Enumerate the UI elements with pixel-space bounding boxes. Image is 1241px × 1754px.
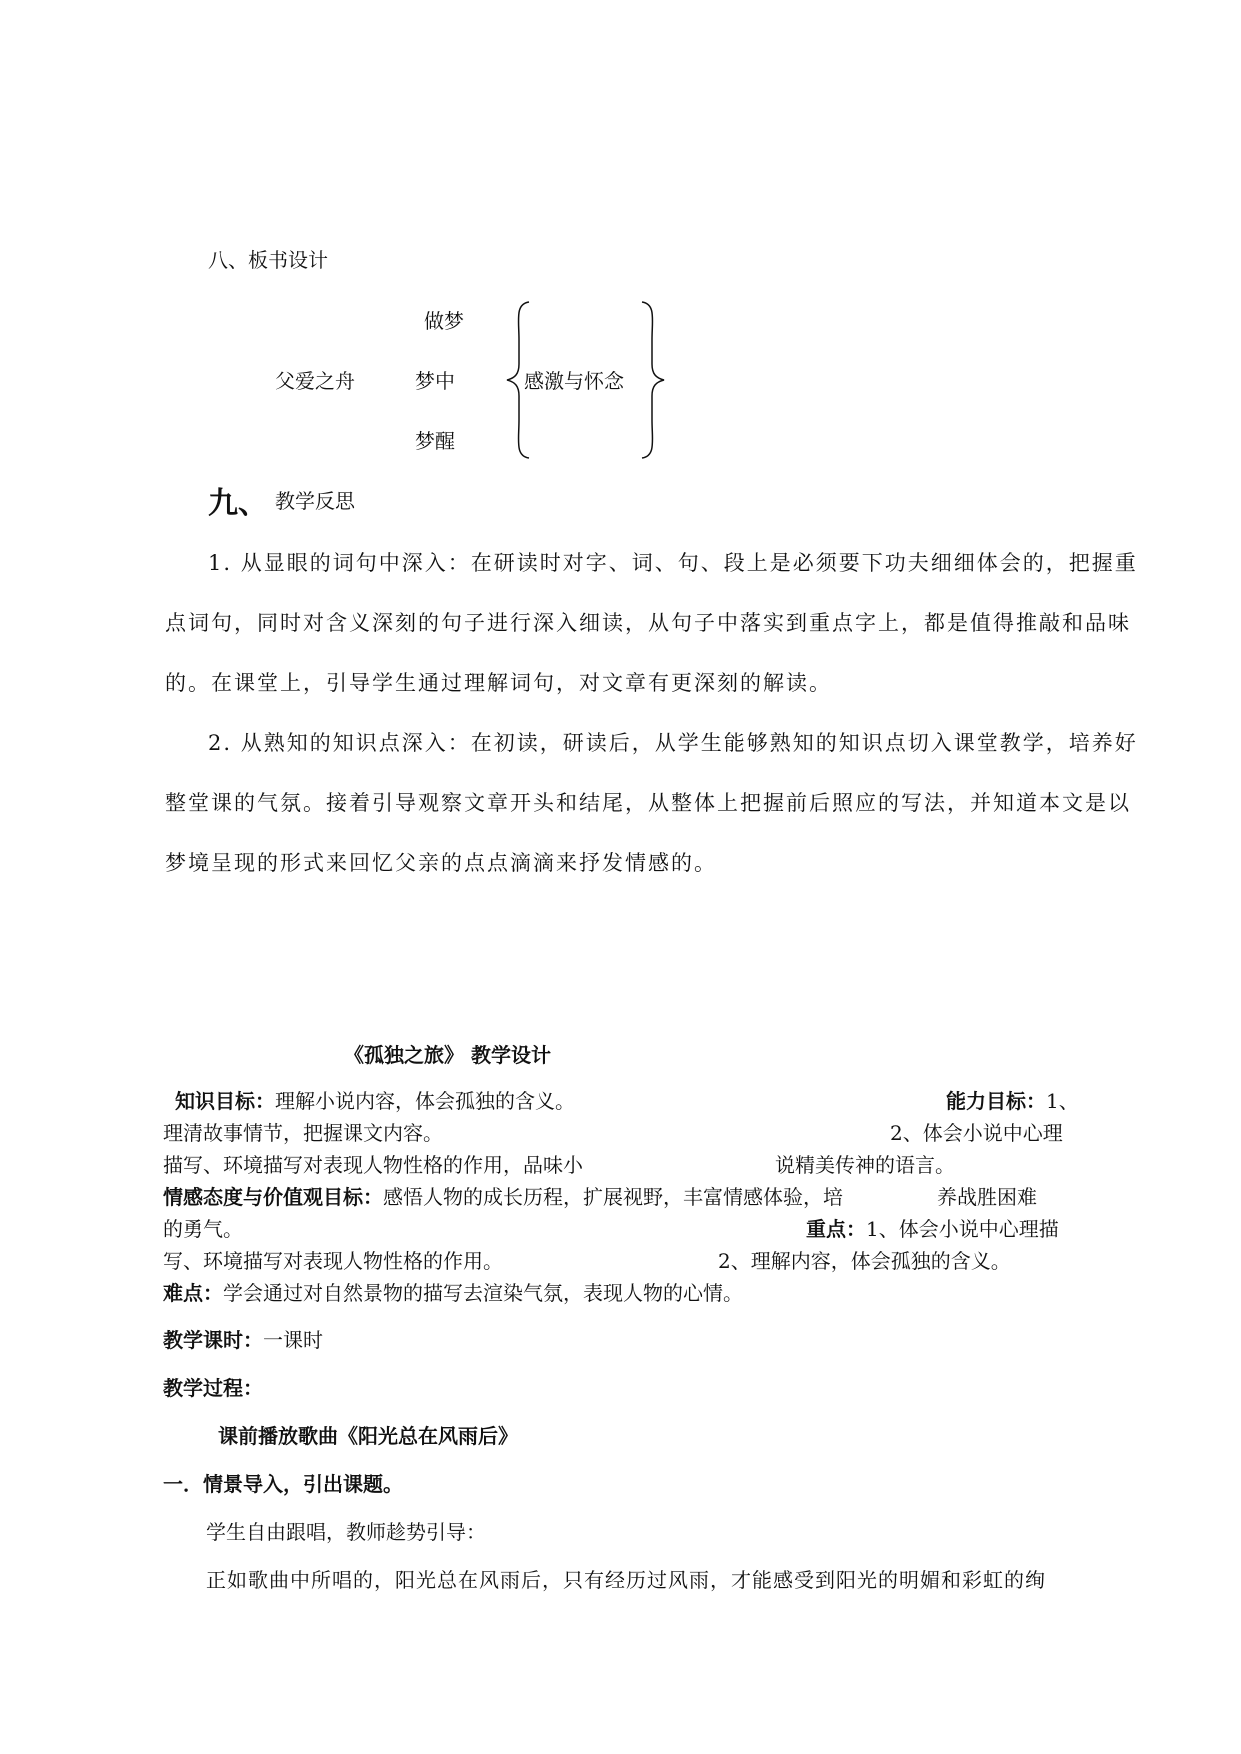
step-1-line1: 学生自由跟唱，教师趁势引导：	[206, 1520, 486, 1544]
ability-line2-right: 2、体会小说中心理	[890, 1121, 1063, 1145]
section-9-number: 九、	[208, 486, 268, 521]
difficulty	[163, 1277, 743, 1306]
knowledge-text: 理解小说内容，体会孤独的含义。	[275, 1089, 575, 1113]
key-points	[806, 1213, 1059, 1242]
hours-label: 教学课时：	[163, 1328, 263, 1352]
key-line2-left: 写、环境描写对表现人物性格的作用。	[163, 1249, 503, 1273]
board-summary: 感激与怀念	[524, 369, 624, 393]
key-line2-right: 2、理解内容，体会孤独的含义。	[718, 1249, 1011, 1273]
hours-text: 一课时	[263, 1328, 323, 1352]
difficulty-text: 学会通过对自然景物的描写去渲染气氛，表现人物的心情。	[223, 1281, 743, 1305]
ability-line3-left: 描写、环境描写对表现人物性格的作用，品味小	[163, 1153, 583, 1177]
teaching-hours	[163, 1324, 323, 1353]
song-intro: 课前播放歌曲《阳光总在风雨后》	[218, 1424, 518, 1448]
ability-line2-left: 理清故事情节，把握课文内容。	[163, 1121, 443, 1145]
ability-goal	[946, 1085, 1079, 1114]
emotion-text-right: 养战胜困难	[937, 1185, 1037, 1209]
ability-num: 1、	[1046, 1089, 1079, 1113]
section-8-heading: 八、板书设计	[208, 248, 328, 272]
reflection-p2-line3: 梦境呈现的形式来回忆父亲的点点滴滴来抒发情感的。	[165, 851, 717, 875]
reflection-p2-line2: 整堂课的气氛。接着引导观察文章开头和结尾，从整体上把握前后照应的写法，并知道本文是以	[165, 791, 1131, 815]
board-item-2: 梦中	[415, 369, 455, 393]
board-item-3: 梦醒	[415, 429, 455, 453]
knowledge-goal	[175, 1085, 575, 1114]
step-1-heading: 一．情景导入，引出课题。	[163, 1472, 403, 1496]
ability-label: 能力目标：	[946, 1089, 1046, 1113]
section-9-heading: 教学反思	[275, 489, 355, 513]
reflection-p1-line2: 点词句，同时对含义深刻的句子进行深入细读，从句子中落实到重点字上，都是值得推敲和品味	[165, 611, 1131, 635]
board-title: 父爱之舟	[275, 369, 355, 393]
key-label: 重点：	[806, 1217, 866, 1241]
reflection-p1-line3: 的。在课堂上，引导学生通过理解词句，对文章有更深刻的解读。	[165, 671, 832, 695]
emotion-label: 情感态度与价值观目标：	[163, 1185, 383, 1209]
emotion-goal	[163, 1181, 843, 1210]
left-brace	[505, 300, 531, 460]
process-label: 教学过程：	[163, 1376, 263, 1400]
right-brace	[640, 300, 666, 460]
difficulty-label: 难点：	[163, 1281, 223, 1305]
emotion-line2: 的勇气。	[163, 1217, 243, 1241]
design-title: 《孤独之旅》 教学设计	[344, 1043, 551, 1067]
key-text1: 1、体会小说中心理描	[866, 1217, 1059, 1241]
reflection-p2-line1: 2. 从熟知的知识点深入：在初读，研读后，从学生能够熟知的知识点切入课堂教学，培养好	[208, 731, 1138, 755]
knowledge-label: 知识目标：	[175, 1089, 275, 1113]
board-item-1: 做梦	[424, 309, 464, 333]
ability-line3-right: 说精美传神的语言。	[775, 1153, 955, 1177]
emotion-text: 感悟人物的成长历程，扩展视野，丰富情感体验，培	[383, 1185, 843, 1209]
step-1-line2: 正如歌曲中所唱的，阳光总在风雨后，只有经历过风雨，才能感受到阳光的明媚和彩虹的绚	[206, 1568, 1046, 1592]
reflection-p1-line1: 1. 从显眼的词句中深入：在研读时对字、词、句、段上是必须要下功夫细细体会的，把握重	[208, 551, 1138, 575]
